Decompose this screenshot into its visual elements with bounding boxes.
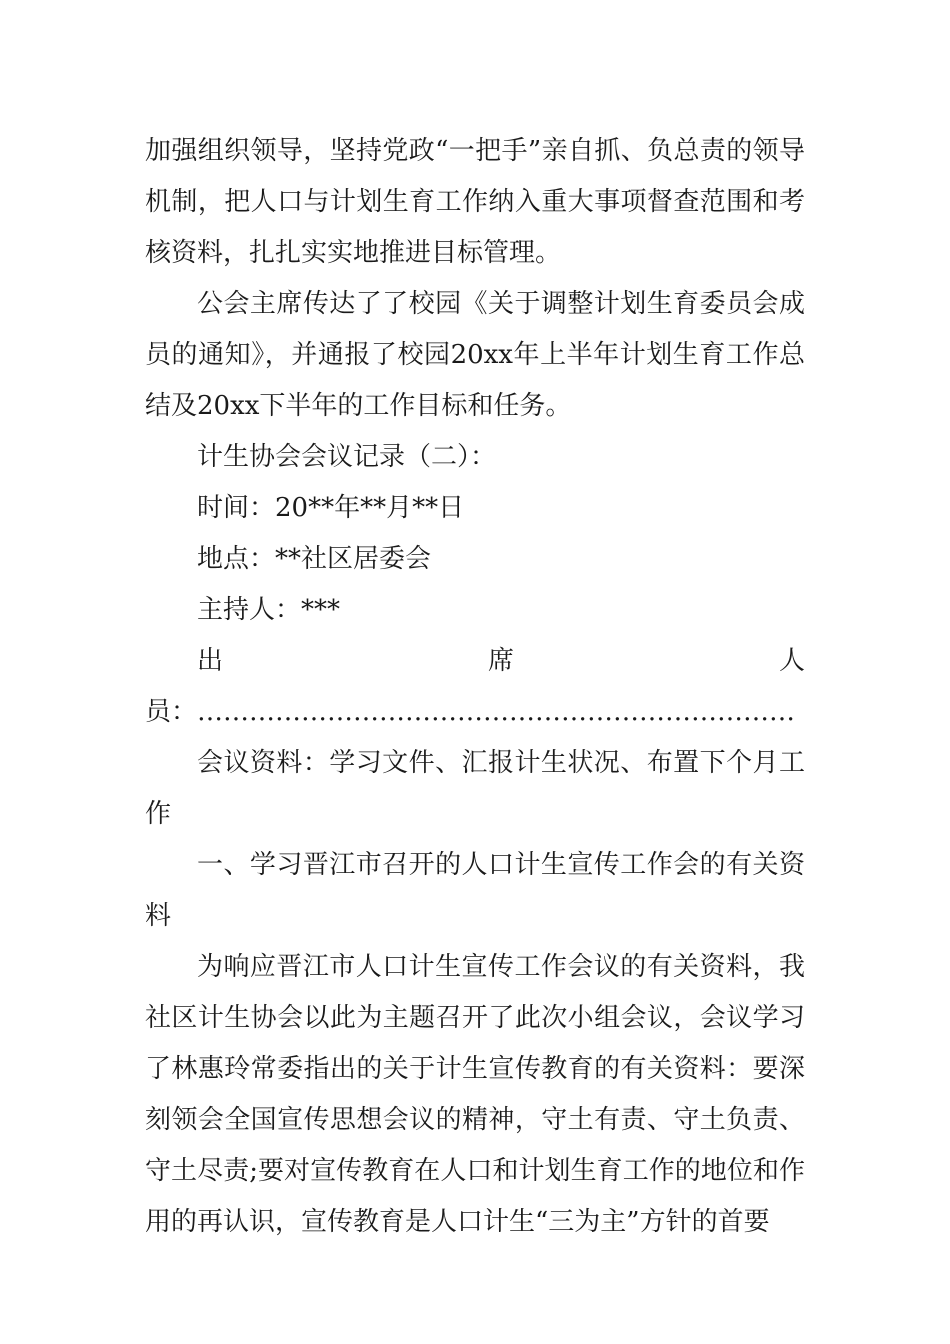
paragraph-time: 时间：20**年**月**日 xyxy=(197,493,465,523)
paragraph-attendees: 出席人员：…………………………………………………………… xyxy=(145,646,805,727)
paragraph-section-one-heading: 一、学习晋江市召开的人口计生宣传工作会的有关资料 xyxy=(145,850,805,931)
paragraph-meeting-record-title: 计生协会会议记录（二）： xyxy=(197,442,497,472)
paragraph-location: 地点：**社区居委会 xyxy=(197,544,432,574)
document-body xyxy=(145,126,805,1248)
paragraph-host: 主持人：*** xyxy=(197,595,341,625)
paragraph-leadership: 加强组织领导，坚持党政“一把手”亲自抓、负总责的领导机制，把人口与计划生育工作纳入重大事项督查范围和考核资料，扎扎实实地推进目标管理。 xyxy=(145,136,805,268)
paragraph-section-one-body: 为响应晋江市人口计生宣传工作会议的有关资料，我社区计生协会以此为主题召开了此次小组会议，会议学习了林惠玲常委指出的关于计生宣传教育的有关资料：要深刻领会全国宣传思想会议的精神，守土有责、守土负责、守土尽责;要对宣传教育在人口和计划生育工作的地位和作用的再认识，宣传教育是人口计生“三为主”方针的首要 xyxy=(145,952,805,1237)
paragraph-meeting-content: 会议资料：学习文件、汇报计生状况、布置下个月工作 xyxy=(145,748,805,829)
paragraph-union-chair: 公会主席传达了了校园《关于调整计划生育委员会成员的通知》，并通报了校园20xx年上半年计划生育工作总结及20xx下半年的工作目标和任务。 xyxy=(145,289,805,421)
